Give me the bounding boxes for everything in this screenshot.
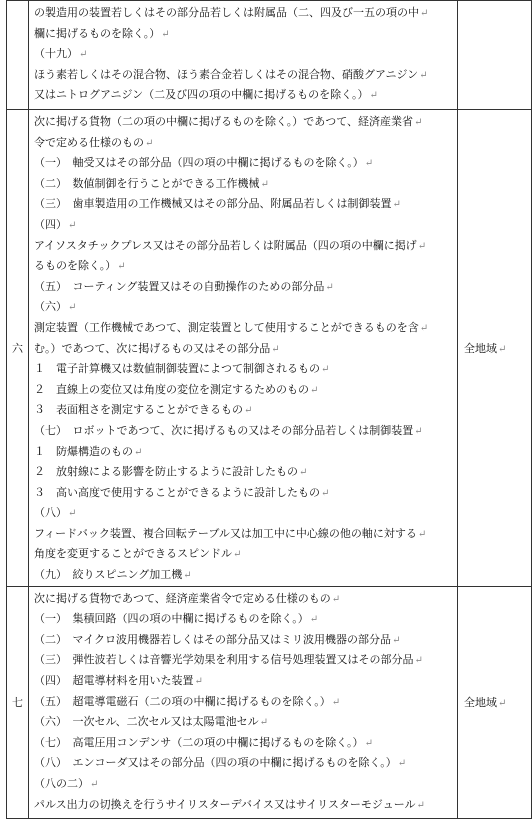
region-cell <box>458 1 532 110</box>
line-text: （八の二） <box>34 777 89 790</box>
paragraph-mark-icon: ↵ <box>325 281 334 293</box>
paragraph-mark-icon: ↵ <box>419 322 429 334</box>
item-number <box>7 1 29 110</box>
line-text: の製造用の装置若しくはその部分品若しくは附属品（二、四及び一五の項の中 <box>34 6 419 19</box>
description-line <box>34 589 454 610</box>
paragraph-mark-icon: ↵ <box>364 737 373 749</box>
line-text: 欄に掲げるものを除く。） <box>34 26 161 40</box>
description-line <box>34 753 454 774</box>
description-line <box>34 774 454 795</box>
paragraph-mark-icon: ↵ <box>260 178 269 190</box>
line-text: アイソスタチックプレス又はその部分品若しくは附属品（四の項の中欄に掲げ <box>34 238 417 252</box>
line-text: （三） 歯車製造用の工作機械又はその部分品、附属品若しくは制御装置 <box>34 197 392 211</box>
line-text: （二） 数値制御を行うことができる工作機械 <box>34 176 260 190</box>
line-text: フィードバック装置、複合回転テーブル又は加工中に中心線の他の軸に対する <box>34 526 417 540</box>
line-text: 令で定める仕様のもの <box>34 135 144 149</box>
line-text: （五） 超電導電磁石（二の項の中欄に掲げるものを除く。） <box>34 694 331 708</box>
description-line <box>34 483 454 504</box>
description-line <box>34 318 454 339</box>
paragraph-mark-icon: ↵ <box>414 117 423 128</box>
description-line <box>34 3 454 24</box>
description-line <box>34 236 454 257</box>
description-line <box>34 503 454 524</box>
description-line <box>34 609 454 630</box>
paragraph-mark-icon: ↵ <box>419 69 428 81</box>
item-description <box>29 586 458 818</box>
line-text: （九） 絞りスピニング加工機 <box>34 568 183 582</box>
description-line <box>34 359 454 380</box>
description-line <box>34 133 454 154</box>
table-row <box>7 110 532 587</box>
description-line <box>34 256 454 277</box>
line-text: るものを除く。） <box>34 259 117 273</box>
paragraph-mark-icon: ↵ <box>183 570 192 582</box>
paragraph-mark-icon: ↵ <box>498 343 507 355</box>
description-line <box>34 795 454 816</box>
region-label: 全地域 <box>464 696 497 710</box>
description-line <box>34 194 454 215</box>
line-text: （五） コーティング装置又はその自動操作のための部分品 <box>34 279 325 293</box>
description-line <box>34 44 454 65</box>
line-text: （七） 高電圧用コンデンサ（二の項の中欄に掲げるものを除く。） <box>34 735 364 749</box>
paragraph-mark-icon: ↵ <box>233 549 242 561</box>
paragraph-mark-icon: ↵ <box>271 343 280 355</box>
line-text: 又はニトログアニジン（二及び四の項の中欄に掲げるものを除く。） <box>34 88 369 102</box>
description-line <box>34 380 454 401</box>
paragraph-mark-icon: ↵ <box>392 199 401 211</box>
line-text: ３ 表面粗さを測定することができるもの <box>34 403 243 417</box>
paragraph-mark-icon: ↵ <box>498 698 507 710</box>
region-label: 全地域 <box>464 341 497 355</box>
line-text: （六） <box>34 300 67 314</box>
description-line <box>34 650 454 671</box>
description-line <box>34 524 454 545</box>
paragraph-mark-icon: ↵ <box>420 8 429 19</box>
line-text: （六） 一次セル、二次セル又は太陽電池セル <box>34 715 259 729</box>
description-line <box>34 712 454 733</box>
description-line <box>34 565 454 586</box>
description-line <box>34 462 454 483</box>
paragraph-mark-icon: ↵ <box>194 676 203 688</box>
description-line <box>34 630 454 651</box>
description-line <box>34 544 454 565</box>
paragraph-mark-icon: ↵ <box>117 261 126 273</box>
paragraph-mark-icon: ↵ <box>397 758 407 770</box>
paragraph-mark-icon: ↵ <box>244 405 253 417</box>
paragraph-mark-icon: ↵ <box>68 508 77 520</box>
paragraph-mark-icon: ↵ <box>310 384 319 396</box>
paragraph-mark-icon: ↵ <box>392 634 401 646</box>
region-cell <box>458 110 532 587</box>
paragraph-mark-icon: ↵ <box>369 90 378 102</box>
paragraph-mark-icon: ↵ <box>161 28 170 40</box>
paragraph-mark-icon: ↵ <box>414 655 423 667</box>
document-page <box>6 0 516 811</box>
description-line <box>34 24 454 45</box>
line-text: （一） 集積回路（四の項の中欄に掲げるものを除く。） <box>34 612 309 626</box>
description-line <box>34 112 454 133</box>
item-description <box>29 1 458 110</box>
line-text: む。）であつて、次に掲げるもの又はその部分品 <box>34 341 271 355</box>
line-text: １ 電子計算機又は数値制御装置によつて制御されるもの <box>34 362 320 376</box>
description-line <box>34 692 454 713</box>
line-text: 次に掲げる貨物であつて、経済産業省令で定める仕様のもの <box>34 591 331 605</box>
paragraph-mark-icon: ↵ <box>68 302 77 314</box>
line-text: （一） 軸受又はその部分品（四の項の中欄に掲げるものを除く。） <box>34 156 364 170</box>
line-text: パルス出力の切換えを行うサイリスターデバイス又はサイリスターモジュール <box>34 797 416 811</box>
line-text: （十九） <box>34 47 78 61</box>
line-text: （二） マイクロ波用機器若しくはその部分品又はミリ波用機器の部分品 <box>34 632 392 646</box>
item-number: 七 <box>7 586 29 818</box>
line-text: ２ 放射線による影響を防止するように設計したもの <box>34 465 298 479</box>
table-row <box>7 586 532 818</box>
paragraph-mark-icon: ↵ <box>331 696 341 708</box>
description-line <box>34 671 454 692</box>
paragraph-mark-icon: ↵ <box>134 446 143 458</box>
paragraph-mark-icon: ↵ <box>417 528 427 540</box>
table-row <box>7 1 532 110</box>
line-text: 測定装置（工作機械であつて、測定装置として使用することができるものを含 <box>34 320 419 334</box>
description-line <box>34 421 454 442</box>
paragraph-mark-icon: ↵ <box>259 717 269 729</box>
description-line <box>34 277 454 298</box>
paragraph-mark-icon: ↵ <box>321 487 330 499</box>
item-number: 六 <box>7 110 29 587</box>
paragraph-mark-icon: ↵ <box>414 425 423 437</box>
paragraph-mark-icon: ↵ <box>321 364 330 376</box>
line-text: ほう素若しくはその混合物、ほう素合金若しくはその混合物、硝酸グアニジン <box>34 67 419 81</box>
paragraph-mark-icon: ↵ <box>416 799 425 811</box>
description-line <box>34 733 454 754</box>
paragraph-mark-icon: ↵ <box>364 158 374 170</box>
export-control-table <box>6 0 532 819</box>
paragraph-mark-icon: ↵ <box>68 219 77 231</box>
paragraph-mark-icon: ↵ <box>79 49 88 61</box>
region-cell <box>458 586 532 818</box>
paragraph-mark-icon: ↵ <box>90 779 99 790</box>
line-text: （八） エンコーダ又はその部分品（四の項の中欄に掲げるものを除く。） <box>34 756 397 770</box>
line-text: （八） <box>34 506 67 520</box>
paragraph-mark-icon: ↵ <box>309 614 319 626</box>
paragraph-mark-icon: ↵ <box>331 593 341 605</box>
description-line <box>34 65 454 86</box>
line-text: （三） 弾性波若しくは音響光学効果を利用する信号処理装置又はその部分品 <box>34 653 414 667</box>
line-text: 次に掲げる貨物（二の項の中欄に掲げるものを除く。）であつて、経済産業省 <box>34 115 414 128</box>
description-line <box>34 153 454 174</box>
description-line <box>34 174 454 195</box>
paragraph-mark-icon: ↵ <box>417 240 427 252</box>
description-line <box>34 400 454 421</box>
line-text: １ 防爆構造のもの <box>34 444 133 458</box>
description-line <box>34 85 454 106</box>
line-text: （七） ロボットであつて、次に掲げるもの又はその部分品若しくは制御装置 <box>34 423 414 437</box>
description-line <box>34 297 454 318</box>
line-text: 角度を変更することができるスピンドル <box>34 547 232 561</box>
description-line <box>34 215 454 236</box>
paragraph-mark-icon: ↵ <box>145 137 154 149</box>
item-description <box>29 110 458 587</box>
line-text: ２ 直線上の変位又は角度の変位を測定するためのもの <box>34 382 309 396</box>
line-text: （四） 超電導材料を用いた装置 <box>34 674 194 688</box>
paragraph-mark-icon: ↵ <box>299 467 308 479</box>
line-text: （四） <box>34 217 67 231</box>
description-line <box>34 339 454 360</box>
description-line <box>34 442 454 463</box>
line-text: ３ 高い高度で使用することができるように設計したもの <box>34 485 320 499</box>
